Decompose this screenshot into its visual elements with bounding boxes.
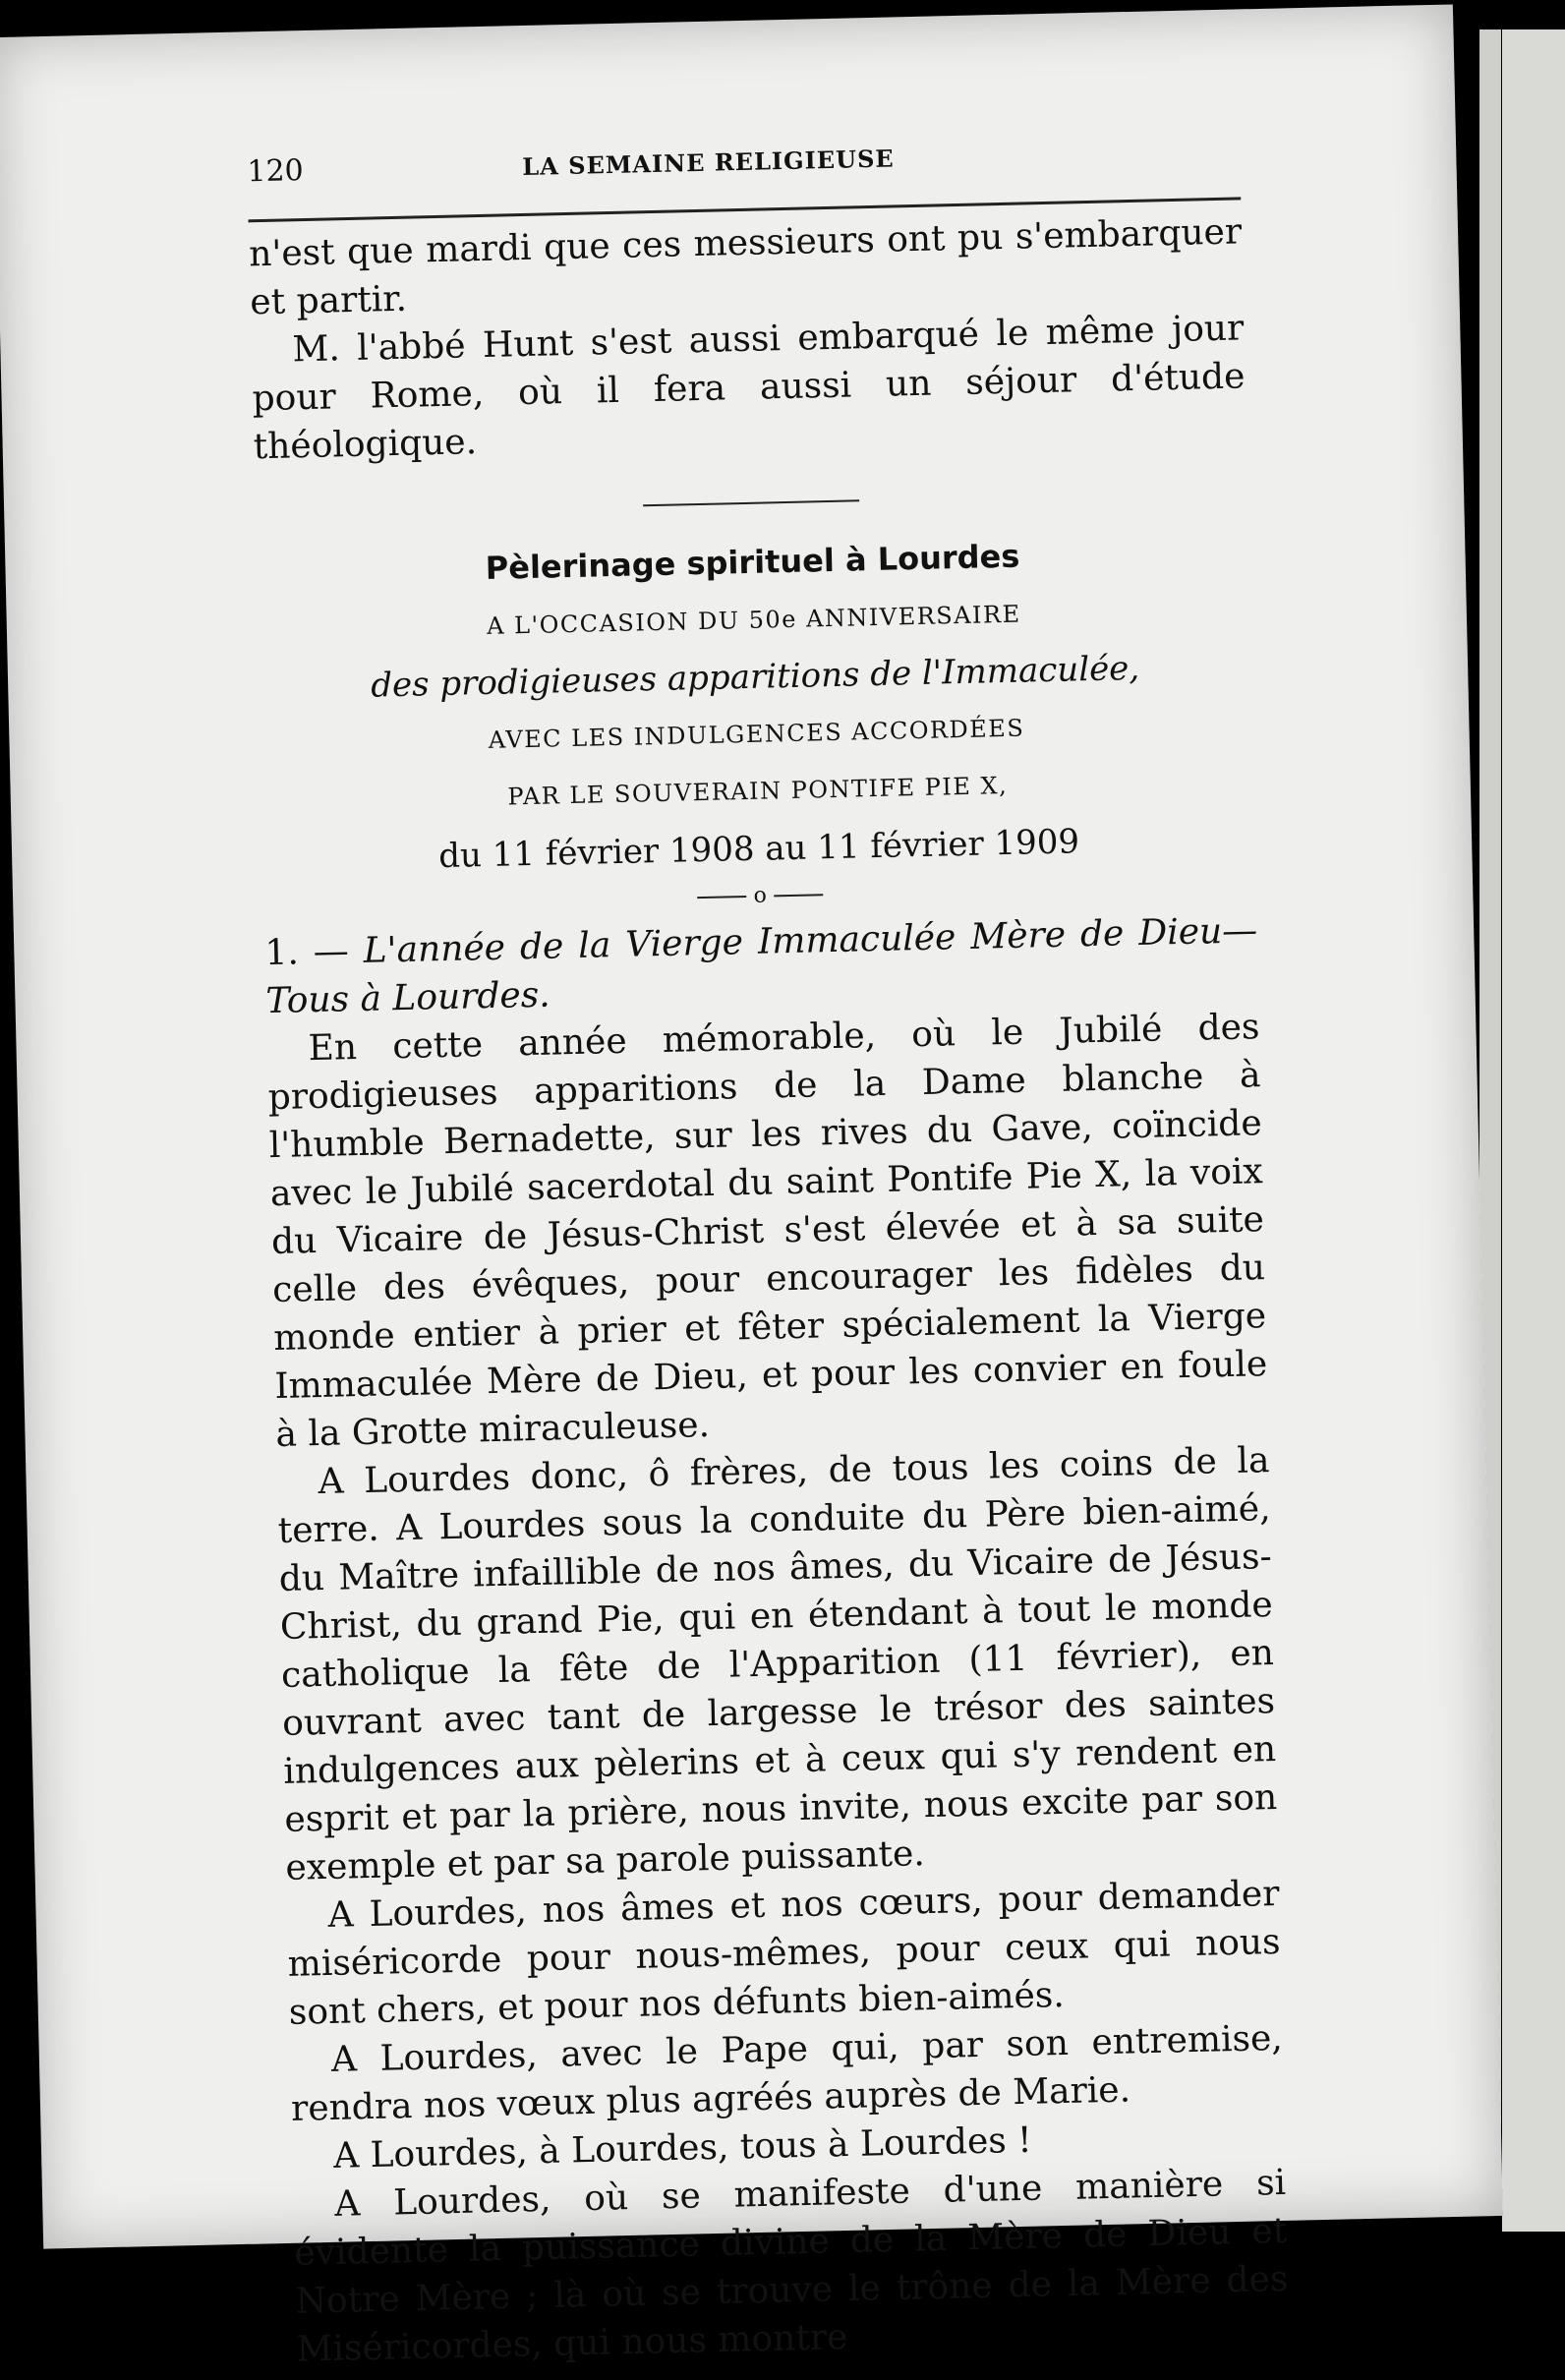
section-title: Pèlerinage spirituel à Lourdes [485, 537, 1020, 587]
running-title: LA SEMAINE RELIGIEUSE [522, 144, 895, 181]
book-page [0, 4, 1503, 2370]
small-rule-right [774, 894, 823, 897]
item-1-title: L'année de la Vierge Immaculée Mère de Dieu—Tous à Lourdes. [265, 910, 1258, 1022]
paragraph-1: En cette année mémorable, où le Jubilé des prodigieuses apparitions de la Dame blanche à l'humble Bernadette, sur les rives du Gave, coïncide avec le Jubilé sacerdotal du saint Pontife Pie X, la voix du Vicaire de Jésus-Christ s'est élevée et à sa suite celle des évêques, pour encourager les fidèles du monde entier à prier et fêter spécialement la Vierge Immaculée Mère de Dieu, et pour les convier en foule à la Grotte miraculeuse. [267, 1007, 1268, 1456]
section-subtitle-1: A L'OCCASION DU 50e ANNIVERSAIRE [486, 600, 1021, 640]
small-ornament-mark: o [753, 883, 768, 908]
section-subtitle-2: des prodigieuses apparitions de l'Immaculée, [370, 648, 1140, 706]
section-subtitle-4: PAR LE SOUVERAIN PONTIFE PIE X, [507, 771, 1009, 811]
item-1-number: 1. — [263, 931, 350, 974]
page-content [247, 132, 1290, 2373]
paragraph-3: A Lourdes, nos âmes et nos cœurs, pour demander miséricorde pour nous-mêmes, pour ceux qui nous sont chers, et pour nos défunts bien-aimés. [287, 1873, 1281, 2033]
adjacent-page-edge [1502, 29, 1565, 2232]
page-header [247, 132, 1241, 222]
paragraph-4: A Lourdes, avec le Pape qui, par son entremise, rendra nos vœux plus agréés auprès de Marie. [290, 2017, 1284, 2129]
page-number: 120 [246, 153, 305, 190]
intro-line-1: n'est que mardi que ces messieurs ont pu s'embarquer et partir. [248, 211, 1243, 323]
section-subtitle-3: AVEC LES INDULGENCES ACCORDÉES [488, 714, 1025, 754]
paragraph-6: A Lourdes, où se manifeste d'une manière si évidente la puissance divine de la Mère de Dieu et Notre Mère ; là où se trouve le trône de la Mère des Miséricordes, qui nous montre [293, 2162, 1289, 2370]
section-dates: du 11 février 1908 au 11 février 1909 [437, 822, 1080, 877]
paragraph-2: A Lourdes donc, ô frères, de tous les coins de la terre. A Lourdes sous la conduite du Père bien-aimé, du Maître infaillible de nos âmes, du Vicaire de Jésus-Christ, du grand Pie, qui en étendant à tout le monde catholique la fête de l'Apparition (11 février), en ouvrant avec tant de largesse le trésor des saintes indulgences aux pèlerins et à ceux qui s'y rendent en esprit et par la prière, nous invite, nous excite par son exemple et par sa parole puissante. [277, 1440, 1278, 1888]
paragraph-5: A Lourdes, à Lourdes, tous à Lourdes ! [332, 2119, 1033, 2177]
small-rule-left [698, 896, 747, 899]
ornament-rule [643, 499, 859, 506]
intro-line-2: M. l'abbé Hunt s'est aussi embarqué le même jour pour Rome, où il fera aussi un séjour d'étude théologique. [252, 308, 1246, 468]
